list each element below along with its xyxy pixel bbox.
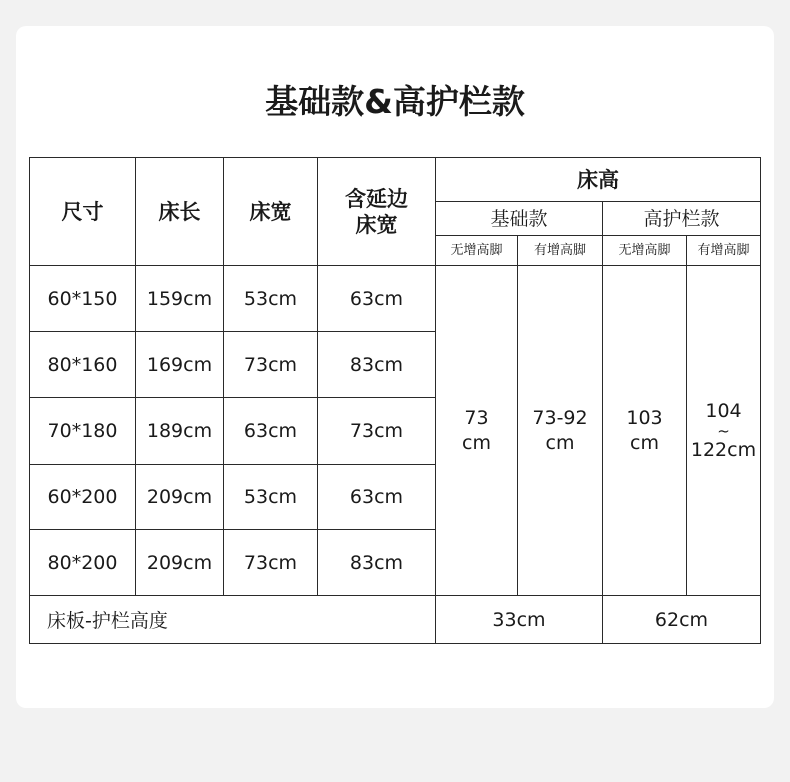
header-row-1 — [30, 158, 761, 202]
height-basic-with-leg: 73-92 cm — [518, 266, 603, 596]
header-rail-with-leg: 有增高脚 — [687, 236, 761, 266]
cell-length: 209cm — [136, 465, 224, 530]
header-basic: 基础款 — [436, 202, 603, 236]
header-size: 尺寸 — [30, 158, 136, 266]
header-high-rail: 高护栏款 — [603, 202, 761, 236]
cell-width: 73cm — [224, 530, 318, 596]
cell-ext-width: 63cm — [318, 465, 436, 530]
height-rail-with-leg: 104 ~ 122cm — [687, 266, 761, 596]
cell-size: 80*200 — [30, 530, 136, 596]
cell-length: 159cm — [136, 266, 224, 332]
cell-size: 70*180 — [30, 398, 136, 465]
cell-length: 189cm — [136, 398, 224, 465]
header-width: 床宽 — [224, 158, 318, 266]
cell-size: 80*160 — [30, 332, 136, 398]
footer-row — [30, 596, 761, 644]
header-rail-no-leg: 无增高脚 — [603, 236, 687, 266]
cell-width: 53cm — [224, 266, 318, 332]
cell-ext-width: 83cm — [318, 530, 436, 596]
size-table — [29, 157, 761, 644]
header-basic-no-leg: 无增高脚 — [436, 236, 518, 266]
cell-width: 63cm — [224, 398, 318, 465]
cell-length: 169cm — [136, 332, 224, 398]
height-rail-no-leg: 103 cm — [603, 266, 687, 596]
page-title: 基础款&高护栏款 — [265, 82, 525, 121]
header-length: 床长 — [136, 158, 224, 266]
footer-basic-height: 33cm — [436, 596, 603, 644]
table-row — [30, 266, 761, 332]
cell-size: 60*200 — [30, 465, 136, 530]
cell-width: 53cm — [224, 465, 318, 530]
cell-ext-width: 73cm — [318, 398, 436, 465]
footer-rail-height: 62cm — [603, 596, 761, 644]
footer-label: 床板-护栏高度 — [30, 596, 436, 644]
cell-length: 209cm — [136, 530, 224, 596]
cell-size: 60*150 — [30, 266, 136, 332]
cell-ext-width: 83cm — [318, 332, 436, 398]
cell-width: 73cm — [224, 332, 318, 398]
height-basic-no-leg: 73 cm — [436, 266, 518, 596]
cell-ext-width: 63cm — [318, 266, 436, 332]
header-ext-width: 含延边 床宽 — [318, 158, 436, 266]
header-basic-with-leg: 有增高脚 — [518, 236, 603, 266]
header-bed-height: 床高 — [436, 158, 761, 202]
